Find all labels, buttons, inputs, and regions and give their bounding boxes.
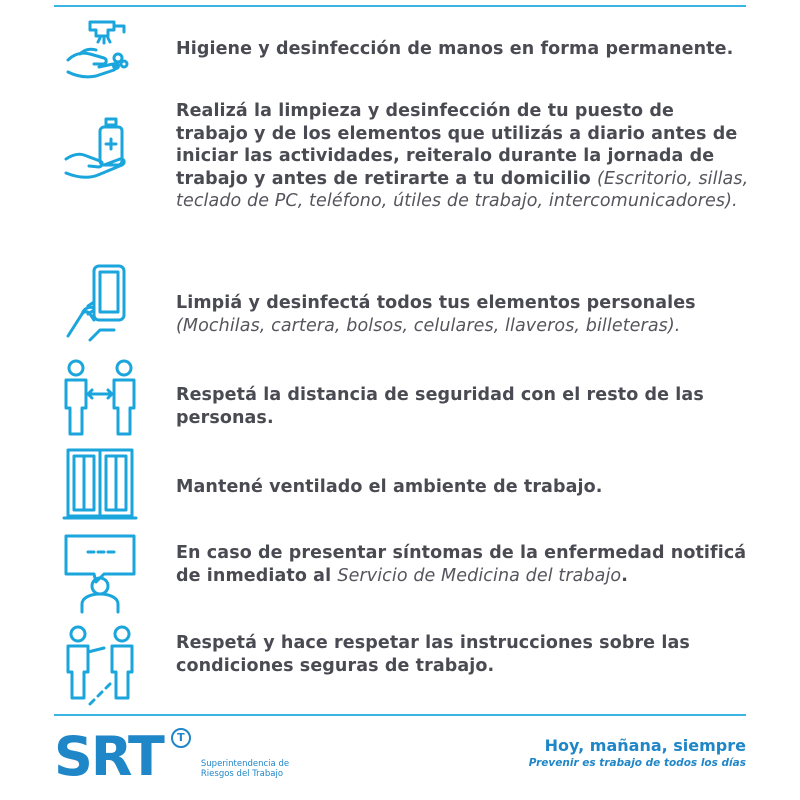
logo-subtitle-line1: Superintendencia de	[200, 759, 290, 769]
logo-text: SRT	[54, 725, 163, 788]
item-text	[176, 384, 750, 429]
item-note-text: Servicio de Medicina del trabajo	[337, 565, 622, 586]
phone-hand-icon	[60, 262, 146, 346]
item-note-text: (Mochilas, cartera, bolsos, celulares, llaveros, billeteras).	[176, 315, 681, 336]
item-main-text: Respetá y hace respetar las instrucciones sobre las condiciones seguras de trabajo.	[176, 633, 690, 676]
item-main-text: Respetá la distancia de seguridad con el resto de las personas.	[176, 385, 704, 428]
item-text	[176, 542, 750, 587]
list-item-hand-hygiene	[60, 14, 750, 94]
slogan-sub: Prevenir es trabajo de todos los días	[528, 757, 746, 769]
logo-mark	[165, 728, 290, 784]
item-main-text: Limpiá y desinfectá todos tus elementos personales	[176, 293, 696, 313]
item-text	[176, 100, 750, 213]
item-main-text: Higiene y desinfección de manos en forma permanente.	[176, 39, 734, 59]
list-item-workstation-cleaning	[60, 98, 750, 213]
social-distance-icon	[60, 356, 146, 440]
window-icon	[60, 446, 146, 522]
sanitizer-hand-icon	[60, 98, 146, 208]
bottom-divider	[54, 714, 746, 716]
item-main-text: Mantené ventilado el ambiente de trabajo.	[176, 477, 603, 497]
top-divider	[54, 5, 746, 7]
instructions-people-icon	[60, 622, 146, 706]
list-item-social-distance	[60, 356, 750, 440]
item-main-text: Realizá la limpieza y desinfección de tu puesto de trabajo y de los elementos que utilizás a diario antes de iniciar las actividades, reiteralo durante la jornada de trabajo y antes de retirarte a tu domicilio	[176, 101, 738, 189]
item-text	[176, 632, 750, 677]
list-item-safety-instructions	[60, 622, 750, 706]
list-item-symptoms	[60, 530, 750, 616]
srt-logo	[54, 724, 290, 788]
item-main-text: En caso de presentar síntomas de la enfermedad notificá de inmediato al	[176, 543, 747, 586]
item-text	[176, 292, 750, 337]
item-note-text: (Escritorio, sillas, teclado de PC, teléfono, útiles de trabajo, intercomunicadores).	[176, 168, 749, 211]
logo-subtitle-line2: Riesgos del Trabajo	[200, 769, 284, 779]
slogan	[529, 736, 746, 770]
slogan-main: Hoy, mañana, siempre	[544, 736, 746, 755]
logo-circle-icon: T	[171, 728, 191, 748]
list-item-personal-items	[60, 262, 750, 346]
list-item-ventilation	[60, 446, 750, 522]
item-text	[176, 38, 733, 61]
item-tail-text: .	[621, 565, 628, 586]
notify-speech-icon	[60, 530, 146, 616]
item-text	[176, 476, 602, 499]
hand-washing-icon	[60, 14, 146, 94]
logo-subtitle	[201, 759, 289, 779]
